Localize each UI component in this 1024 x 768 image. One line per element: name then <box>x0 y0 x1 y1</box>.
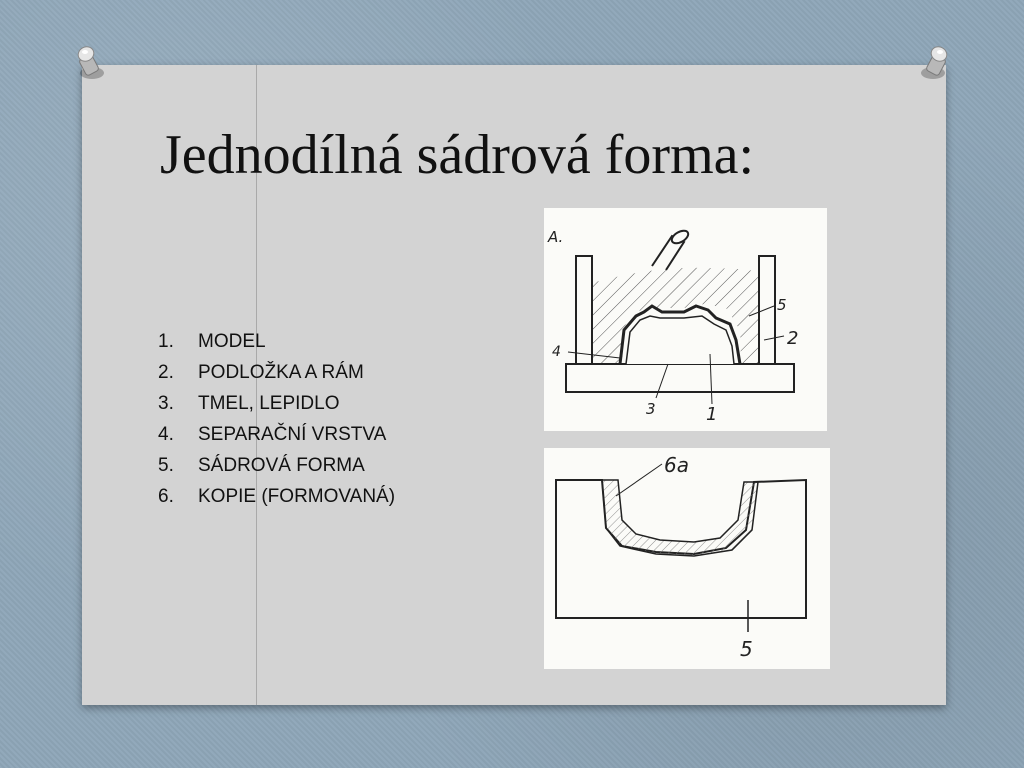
finished-mould-sketch <box>544 448 830 669</box>
list-item <box>158 388 395 419</box>
list-number: 1. <box>158 331 174 352</box>
label-2: 2 <box>787 328 799 349</box>
list-label: SÁDROVÁ FORMA <box>198 455 365 476</box>
list-number: 5. <box>158 455 174 476</box>
list-item <box>158 357 395 388</box>
list-number: 3. <box>158 393 174 414</box>
label-3: 3 <box>646 400 656 418</box>
list-label: MODEL <box>198 331 266 352</box>
pushpin-icon <box>70 42 110 82</box>
base-board <box>566 364 794 392</box>
list-label: KOPIE (FORMOVANÁ) <box>198 486 396 507</box>
figure-letter: A. <box>548 228 564 246</box>
list-label: PODLOŽKA A RÁM <box>198 362 364 383</box>
label-5: 5 <box>777 296 787 314</box>
label-1: 1 <box>706 404 718 425</box>
list-number: 6. <box>158 486 174 507</box>
list-item <box>158 450 395 481</box>
list-number: 2. <box>158 362 174 383</box>
list-number: 4. <box>158 424 174 445</box>
component-list <box>158 326 395 512</box>
list-item <box>158 419 395 450</box>
model <box>626 316 734 364</box>
frame-left-post <box>576 256 592 364</box>
slide-title: Jednodílná sádrová forma: <box>160 124 755 186</box>
list-item <box>158 326 395 357</box>
mould-assembly-sketch <box>544 208 827 431</box>
list-label: SEPARAČNÍ VRSTVA <box>198 424 387 445</box>
label-4: 4 <box>552 344 561 360</box>
formed-copy <box>602 480 758 556</box>
label-6a: 6a <box>664 453 689 477</box>
list-label: TMEL, LEPIDLO <box>198 393 340 414</box>
label-5: 5 <box>740 637 753 661</box>
list-item <box>158 481 395 512</box>
frame-right-post <box>759 256 775 364</box>
pushpin-icon <box>915 42 955 82</box>
